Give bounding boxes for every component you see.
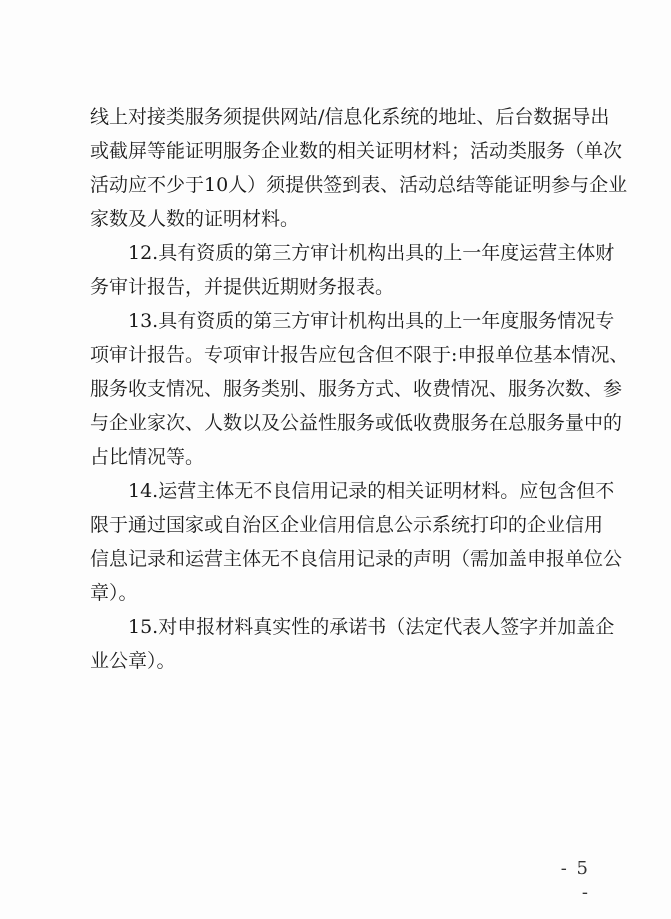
paragraph-line: 限于通过国家或自治区企业信用信息公示系统打印的企业信用 bbox=[90, 514, 604, 536]
paragraph-line: 12.具有资质的第三方审计机构出具的上一年度运营主体财 bbox=[128, 242, 615, 264]
paragraph-line: 15.对申报材料真实性的承诺书（法定代表人签字并加盖企 bbox=[128, 616, 615, 638]
paragraph-line: 线上对接类服务须提供网站/信息化系统的地址、后台数据导出 bbox=[90, 106, 610, 128]
paragraph-line: 14.运营主体无不良信用记录的相关证明材料。应包含但不 bbox=[128, 480, 615, 502]
page-number: - 5 - bbox=[560, 858, 590, 903]
paragraph-line: 章）。 bbox=[90, 582, 138, 604]
paragraph-line: 占比情况等。 bbox=[90, 446, 205, 468]
paragraph-line: 或截屏等能证明服务企业数的相关证明材料；活动类服务（单次 bbox=[90, 140, 623, 162]
paragraph-line: 项审计报告。专项审计报告应包含但不限于:申报单位基本情况、 bbox=[90, 344, 629, 366]
paragraph-line: 信息记录和运营主体无不良信用记录的声明（需加盖申报单位公 bbox=[90, 548, 623, 570]
paragraph-line: 家数及人数的证明材料。 bbox=[90, 208, 300, 230]
paragraph-line: 与企业家次、人数以及公益性服务或低收费服务在总服务量中的 bbox=[90, 412, 623, 434]
paragraph-line: 13.具有资质的第三方审计机构出具的上一年度服务情况专 bbox=[128, 310, 615, 332]
paragraph-line: 业公章）。 bbox=[90, 650, 176, 672]
paragraph-line: 活动应不少于10人）须提供签到表、活动总结等能证明参与企业 bbox=[90, 174, 628, 196]
paragraph-line: 务审计报告，并提供近期财务报表。 bbox=[90, 276, 395, 298]
paragraph-line: 服务收支情况、服务类别、服务方式、收费情况、服务次数、参 bbox=[90, 378, 623, 400]
